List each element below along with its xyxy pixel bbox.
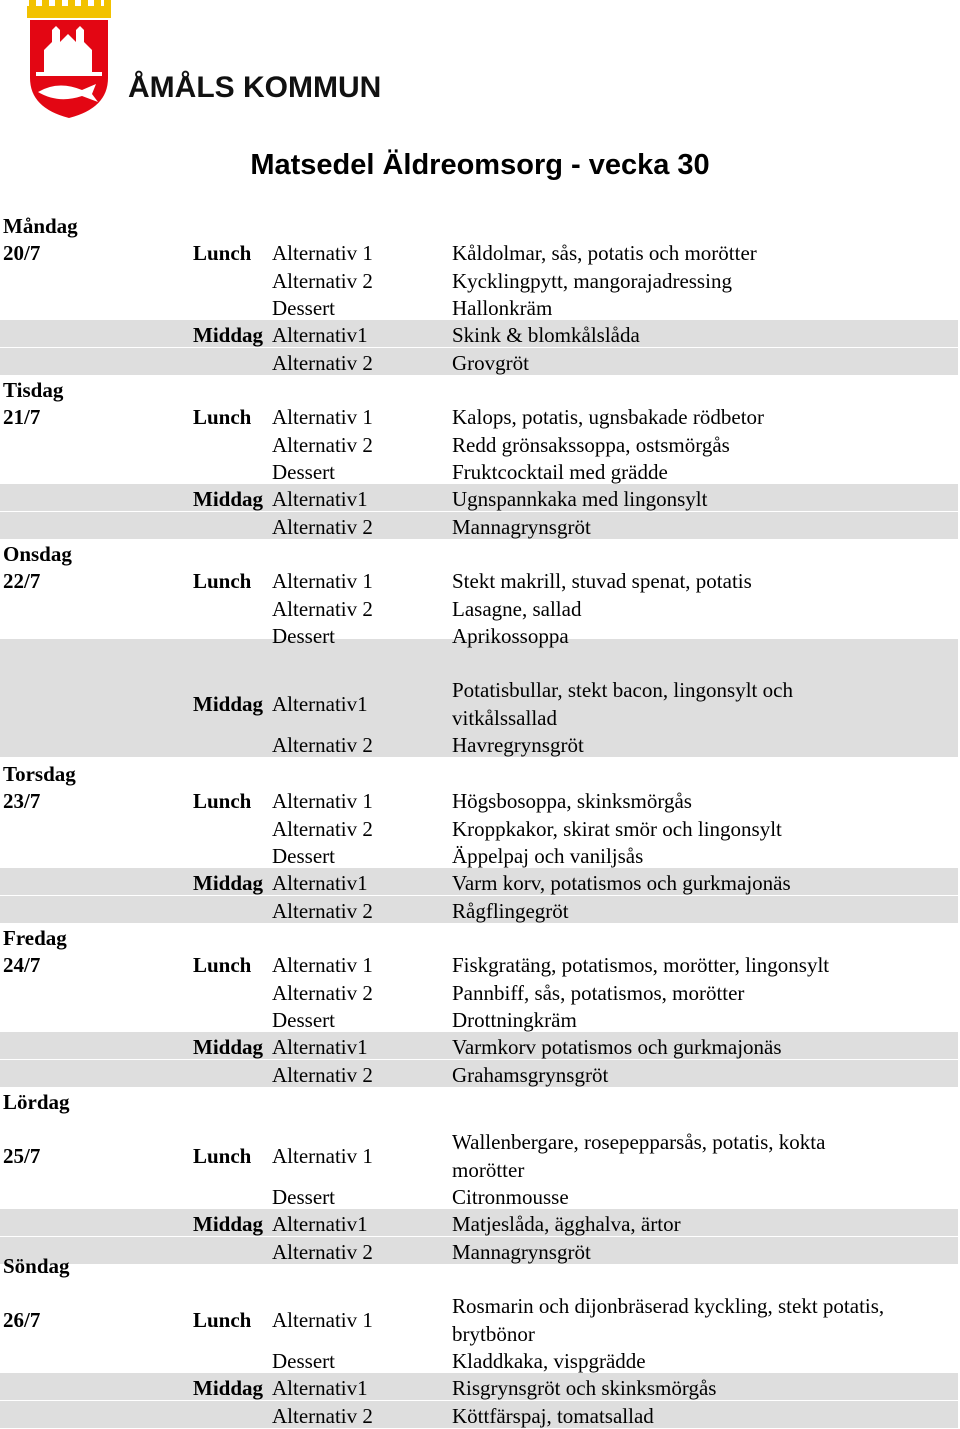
dish-text: Mannagrynsgröt [452,514,591,539]
meal-type: Lunch [193,241,252,266]
alternative-label: Alternativ 2 [272,432,373,457]
alternative-label: Dessert [272,295,335,320]
dish-text: Ugnspannkaka med lingonsylt [452,487,708,512]
alternative-label: Alternativ1 [272,487,368,512]
day-name: Torsdag [3,762,76,786]
dish-text: morötter [452,1157,525,1182]
dish-text: Högsbosoppa, skinksmörgås [452,789,692,814]
alternative-label: Alternativ1 [272,323,368,348]
alternative-label: Alternativ 2 [272,1239,373,1264]
alternative-label: Alternativ 1 [272,569,373,594]
alternative-label: Dessert [272,459,335,484]
dish-text: Wallenbergare, rosepepparsås, potatis, kokta [452,1130,826,1155]
alternative-label: Alternativ 2 [272,732,373,757]
dish-text: Fiskgratäng, potatismos, morötter, lingonsylt [452,953,830,978]
day-name: Måndag [3,214,78,238]
dish-text: Rosmarin och dijonbräserad kyckling, stekt potatis, [452,1294,885,1319]
meal-type: Lunch [193,1143,252,1168]
meal-type: Lunch [193,405,252,430]
alternative-label: Alternativ1 [272,1035,368,1060]
meal-type: Lunch [193,789,252,814]
dish-text: Varm korv, potatismos och gurkmajonäs [452,871,791,896]
dish-text: Potatisbullar, stekt bacon, lingonsylt och [452,678,793,703]
meal-type: Middag [193,323,264,348]
dish-text: Pannbiff, sås, potatismos, morötter [452,980,745,1005]
alternative-label: Alternativ 2 [272,898,373,923]
dish-text: Kycklingpytt, mangorajadressing [452,268,732,293]
alternative-label: Alternativ 1 [272,405,373,430]
alternative-label: Dessert [272,843,335,868]
alternative-label: Dessert [272,1007,335,1032]
municipality-name: ÅMÅLS KOMMUN [128,71,382,104]
alternative-label: Dessert [272,623,335,648]
dish-text: Drottningkräm [452,1007,577,1032]
meal-type: Middag [193,487,264,512]
dish-text: Rågflingegröt [452,898,569,923]
dish-text: Risgrynsgröt och skinksmörgås [452,1376,717,1401]
meal-type: Middag [193,1212,264,1237]
day-date: 22/7 [3,569,41,594]
dish-text: Grahamsgrynsgröt [452,1062,609,1087]
day-date: 24/7 [3,953,41,978]
dish-text: Grovgröt [452,350,529,375]
alternative-label: Alternativ1 [272,691,368,716]
day-date: 21/7 [3,405,41,430]
day-date: 23/7 [3,789,41,814]
alternative-label: Alternativ 2 [272,350,373,375]
meal-type: Middag [193,691,264,716]
dish-text: Kalops, potatis, ugnsbakade rödbetor [452,405,765,430]
day-name: Onsdag [3,542,72,566]
alternative-label: Alternativ 2 [272,514,373,539]
alternative-label: Dessert [272,1184,335,1209]
day-name: Lördag [3,1090,70,1114]
meal-type: Lunch [193,1307,252,1332]
page-title: Matsedel Äldreomsorg - vecka 30 [250,149,710,181]
dish-text: Hallonkräm [452,295,553,320]
dish-text: Fruktcocktail med grädde [452,459,668,484]
dish-text: Stekt makrill, stuvad spenat, potatis [452,569,752,594]
dish-text: Kladdkaka, vispgrädde [452,1348,646,1373]
alternative-label: Alternativ 2 [272,268,373,293]
day-date: 25/7 [3,1143,41,1168]
dish-text: Kroppkakor, skirat smör och lingonsylt [452,816,782,841]
alternative-label: Alternativ 2 [272,816,373,841]
dish-text: Lasagne, sallad [452,596,582,621]
dish-text: Aprikossoppa [452,623,569,648]
alternative-label: Alternativ 2 [272,980,373,1005]
meal-type: Middag [193,1376,264,1401]
dish-text: Matjeslåda, ägghalva, ärtor [452,1212,681,1237]
alternative-label: Alternativ 2 [272,1062,373,1087]
alternative-label: Alternativ 2 [272,1403,373,1428]
alternative-label: Alternativ 2 [272,596,373,621]
meal-type: Lunch [193,569,252,594]
dish-text: Äppelpaj och vaniljsås [452,843,644,868]
dish-text: vitkålssallad [452,705,557,730]
alternative-label: Alternativ 1 [272,789,373,814]
meal-type: Middag [193,1035,264,1060]
alternative-label: Dessert [272,1348,335,1373]
meal-type: Middag [193,871,264,896]
alternative-label: Alternativ 1 [272,953,373,978]
dish-text: Köttfärspaj, tomatsallad [452,1403,654,1428]
dish-text: Citronmousse [452,1184,569,1209]
dish-text: Redd grönsakssoppa, ostsmörgås [452,432,730,457]
dish-text: brytbönor [452,1321,535,1346]
alternative-label: Alternativ 1 [272,1307,373,1332]
dish-text: Kåldolmar, sås, potatis och morötter [452,241,757,266]
alternative-label: Alternativ1 [272,871,368,896]
day-name: Fredag [3,926,67,950]
day-date: 20/7 [3,241,41,266]
alternative-label: Alternativ 1 [272,1143,373,1168]
day-name: Tisdag [3,378,64,402]
alternative-label: Alternativ1 [272,1212,368,1237]
dish-text: Skink & blomkålslåda [452,323,640,348]
day-date: 26/7 [3,1307,41,1332]
dish-text: Mannagrynsgröt [452,1239,591,1264]
alternative-label: Alternativ 1 [272,241,373,266]
dish-text: Havregrynsgröt [452,732,584,757]
meal-type: Lunch [193,953,252,978]
alternative-label: Alternativ1 [272,1376,368,1401]
day-name: Söndag [3,1254,70,1278]
dish-text: Varmkorv potatismos och gurkmajonäs [452,1035,782,1060]
